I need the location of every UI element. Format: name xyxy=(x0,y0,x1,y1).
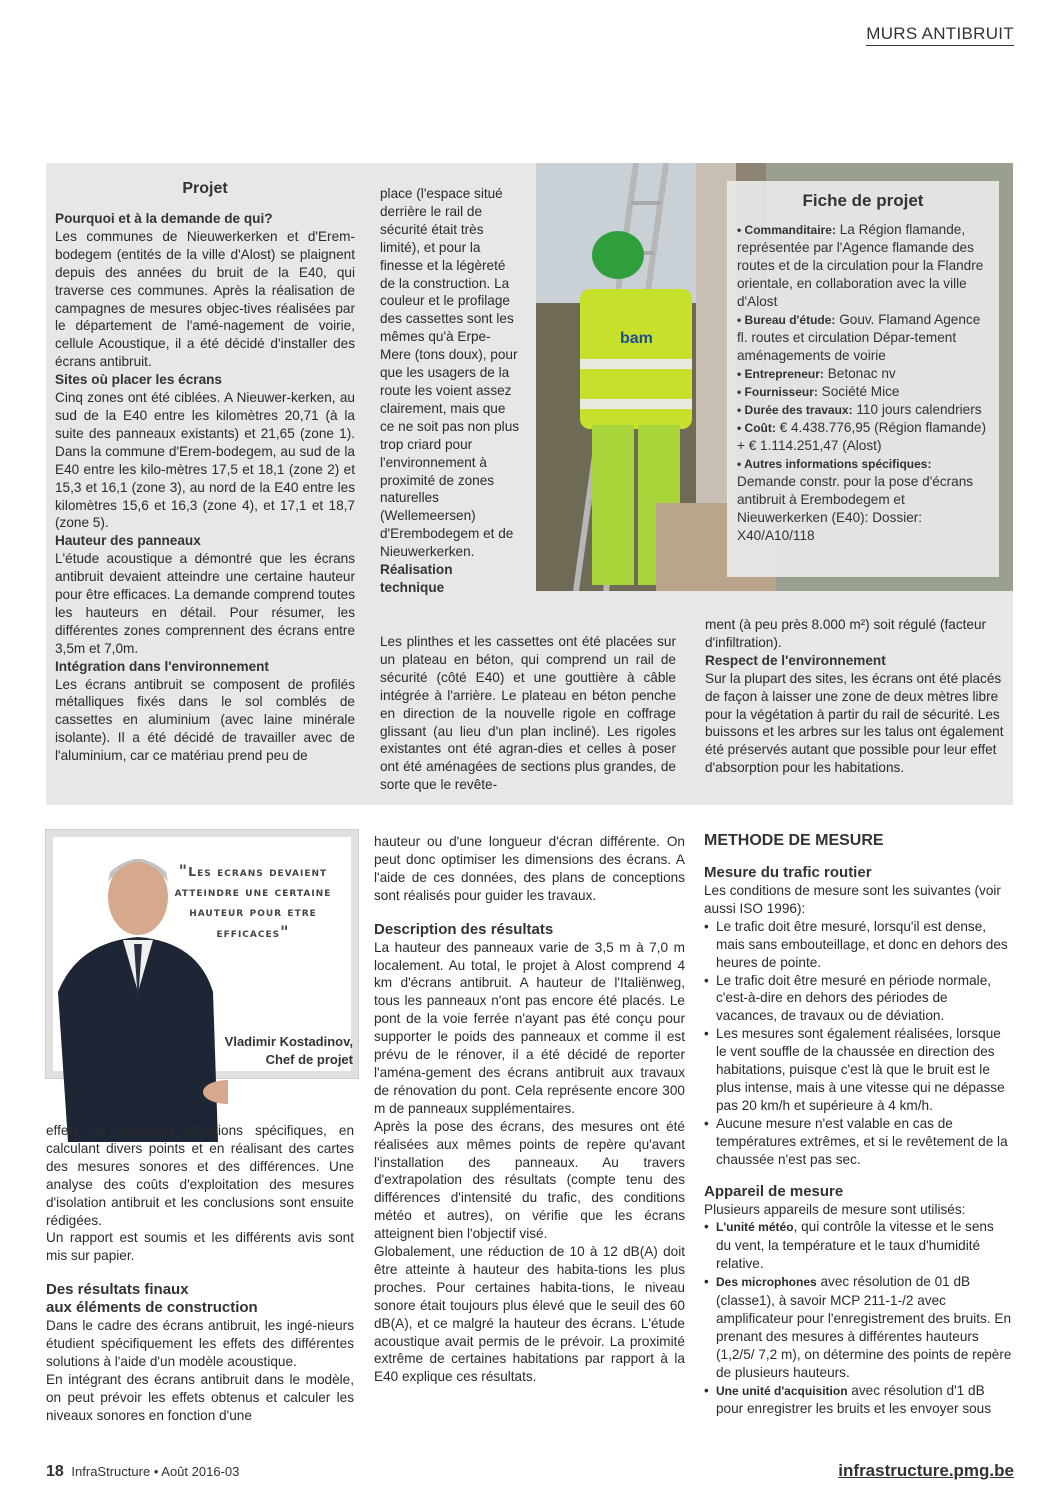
paragraph: La hauteur des panneaux varie de 3,5 m à 7,0 m localement. Au total, le projet à Alost comprend 4 km d'écrans antibruit. A hauteur de l'Italiënweg, tous les panneaux n'ont pas encore été placés. Le pont de la voie ferrée n'ayant pas été conçu pour supporter le poids des panneaux et comme il est prévu de le rénover, il a été décidé de reporter l'aména-gement des écrans antibruit aux travaux de rénovation du pont. Cela représente encore 300 m de panneaux supplémentaires. xyxy=(374,939,685,1116)
lower-column-2 xyxy=(374,833,685,1386)
subheading-pourquoi: Pourquoi et à la demande de qui? xyxy=(55,211,273,226)
fiche-item-label: Fournisseur: xyxy=(744,385,818,399)
fiche-item-text: Betonac nv xyxy=(827,366,896,381)
bullet-text: , qui contrôle la vitesse et le sens du vent, la température et le taux d'humidité relative. xyxy=(716,1219,994,1272)
paragraph: hauteur ou d'une longueur d'écran différente. On peut donc optimiser les dimensions des écrans. A l'aide de ces données, des plans de conceptions sont réalisés pour guider les travaux. xyxy=(374,834,685,903)
subheading-respect: Respect de l'environnement xyxy=(705,652,886,668)
paragraph: effets de certaines situations spécifiques, en calculant divers points et en réalisant des cartes des mesures sonores et des différences. Une analyse des coûts d'exploitation des mesures d'isolation antibruit et les conclusions sont ensuite rédigées. xyxy=(46,1123,354,1228)
bullet-list-appareil xyxy=(704,1218,1012,1418)
bullet-label: Une unité d'acquisition xyxy=(716,1383,848,1398)
subheading-realisation: Réalisation technique xyxy=(380,562,453,595)
paragraph: place (l'espace situé derrière le rail de sécurité était très limité), et pour la finesse et la légèreté de la construction. La couleur et le profilage des cassettes sont les mêmes qu'à Erpe-Mere (tons doux), pour que les usagers de la route les voient assez clairement, mais que ce ne soit pas non plus trop criard pour l'environnement à proximité de zones naturelles (Wellemeersen) d'Erembodegem et de Nieuwerkerken. xyxy=(380,186,520,560)
column-2-bottom xyxy=(380,633,676,794)
fiche-item-text: Demande constr. pour la pose d'écrans antibruit à Erembodegem et Nieuwerkerken (E40): Dossier: X40/A10/118 xyxy=(737,474,974,543)
section-header: MURS ANTIBRUIT xyxy=(866,24,1014,46)
quote-text: "Les ecrans devaient atteindre une certaine hauteur pour etre efficaces" xyxy=(174,861,332,941)
paragraph: Les plinthes et les cassettes ont été placées sur un plateau en béton, qui comprend un rail de sécurité (côté E40) et une gouttière à câble intégrée à l'arrière. Le plateau en béton penche en direction de la nouvelle rigole en coffrage glissant (au lieu d'un plan incliné). Les rigoles existantes ont été agran-dies et celles à poser ont été aménagées de sections plus grandes, de sorte que le revête- xyxy=(380,634,676,793)
paragraph: ment (à peu près 8.000 m²) soit régulé (facteur d'infiltration). xyxy=(705,617,987,650)
paragraph: Dans le cadre des écrans antibruit, les ingé-nieurs étudient spécifiquement les effets des différentes solutions à l'aide d'un modèle acoustique. xyxy=(46,1318,354,1370)
lower-column-3 xyxy=(704,832,1012,1418)
fiche-item: • Autres informations spécifiques: Demande constr. pour la pose d'écrans antibruit à Erembodegem et Nieuwerkerken (E40): Dossier: X40/A10/118 xyxy=(737,457,974,543)
paragraph: En intégrant des écrans antibruit dans le modèle, on peut prévoir les effets obtenus et calculer les niveaux sonores en fonction d'une xyxy=(46,1371,354,1423)
paragraph: Globalement, une réduction de 10 à 12 dB(A) doit être atteinte à hauteur des habita-tions les plus proches. Pour certaines habita-tions, le niveau sonore était toujours plus élevé que le seuil des 60 dB(A), et ce malgré la hauteur des écrans. L'étude acoustique avait permis de le prévoir. La proximité extrême de certaines habitations par rapport à la E40 explique ces résultats. xyxy=(374,1244,685,1385)
fiche-item-label: Durée des travaux: xyxy=(744,403,853,417)
bullet-item xyxy=(704,1382,1012,1419)
page-number: 18 xyxy=(46,1463,64,1480)
fiche-item-text: € 4.438.776,95 (Région flamande) + € 1.114.251,47 (Alost) xyxy=(737,420,986,453)
fiche-item-label: Entrepreneur: xyxy=(744,367,824,381)
bullet-item: • Le trafic doit être mesuré en période normale, c'est-à-dire en dehors des périodes de vacances, de travaux ou de déviation. xyxy=(704,972,1012,1026)
magazine-name: InfraStructure xyxy=(71,1464,151,1479)
lower-column-1 xyxy=(46,1122,354,1425)
svg-text:bam: bam xyxy=(620,330,653,347)
projet-column xyxy=(55,180,355,765)
subheading-mesure-trafic: Mesure du trafic routier xyxy=(704,864,872,881)
fiche-title: Fiche de projet xyxy=(802,191,924,210)
subheading-hauteur: Hauteur des panneaux xyxy=(55,533,201,549)
column-2-top xyxy=(380,185,520,597)
fiche-item: • Commanditaire: La Région flamande, représentée par l'Agence flamande des routes et de la circulation pour la Flandre orientale, en collaboration avec la ville d'Alost xyxy=(737,222,984,309)
author-role: Chef de projet xyxy=(265,1052,353,1067)
bullet-label: L'unité météo xyxy=(716,1220,794,1235)
fiche-item: • Coût: € 4.438.776,95 (Région flamande) + € 1.114.251,47 (Alost) xyxy=(737,420,986,453)
fiche-item-text: 110 jours calendriers xyxy=(856,402,982,417)
paragraph: Les communes de Nieuwerkerken et d'Erem-bodegem (entités de la ville d'Alost) se plaignent depuis des années du bruit de la E40, qui traverse ces communes. Après la réalisation de campagnes de mesures objec-tives réalisées par le département de l'amé-nagement de voirie, cellule Acoustique, il a été décidé d'installer des écrans antibruit. xyxy=(55,228,355,370)
fiche-item-text: Gouv. Flamand Agence fl. routes et circulation Dépar-tement aménagements de voirie xyxy=(737,312,981,363)
paragraph: Les conditions de mesure sont les suivantes (voir aussi ISO 1996): xyxy=(704,883,1001,916)
fiche-item-text: La Région flamande, représentée par l'Agence flamande des routes et de la circulation pour la Flandre orientale, en collaboration avec la ville d'Alost xyxy=(737,222,984,309)
paragraph: Sur la plupart des sites, les écrans ont été placés de façon à laisser une zone de deux mètres libre pour la végétation à partir du rail de sécurité. Les buissons et les arbres sur les talus ont également été préservés autant que possible pour leur effet d'absorption pour les habitations. xyxy=(705,670,1004,776)
bullet-item: • Le trafic doit être mesuré, lorsqu'il est dense, mais sans embouteillage, et donc en dehors des heures de pointe. xyxy=(704,918,1012,972)
issue: Août 2016-03 xyxy=(161,1464,240,1479)
subheading-resultats-finaux: Des résultats finaux aux éléments de construction xyxy=(46,1281,258,1317)
quote-author xyxy=(223,1033,353,1069)
paragraph: Les écrans antibruit se composent de profilés métalliques fixés dans le sol comblés de cassettes en aluminium (avec laine minérale isolante). Il a été décidé de travailler avec de l'aluminium, car ce matériau prend peu de xyxy=(55,676,355,764)
bullet-text: avec résolution d'1 dB pour enregistrer les bruits et les envoyer sous xyxy=(716,1382,992,1417)
subheading-sites: Sites où placer les écrans xyxy=(55,372,222,388)
fiche-item-label: Coût: xyxy=(744,421,776,435)
fiche-item: • Fournisseur: Société Mice xyxy=(737,384,900,399)
fiche-item: • Durée des travaux: 110 jours calendriers xyxy=(737,402,982,417)
column-3 xyxy=(705,616,1005,777)
bullet-label: Des microphones xyxy=(716,1275,817,1290)
subheading-integration: Intégration dans l'environnement xyxy=(55,658,269,674)
separator: • xyxy=(153,1464,159,1479)
paragraph: L'étude acoustique a démontré que les écrans antibruit devaient atteindre une certaine hauteur pour être efficaces. La demande comprend toutes les hauteurs en détail. Pour résumer, les différentes zones comprennent des écrans entre 3,5m et 7,0m. xyxy=(55,551,355,656)
subheading-appareil: Appareil de mesure xyxy=(704,1182,844,1200)
quote-box xyxy=(46,830,358,1078)
fiche-item-text: Société Mice xyxy=(821,384,900,399)
paragraph: Après la pose des écrans, des mesures ont été réalisées aux mêmes points de repère qu'avant l'installation des panneaux. Au travers d'extrapolation des résultats (compte tenu des différences d'intensité du trafic, des conditions météo et autres), on vérifie que les écrans atteignent bien l'objectif visé. xyxy=(374,1118,685,1242)
paragraph: Un rapport est soumis et les différents avis sont mis sur papier. xyxy=(46,1230,354,1264)
fiche-item-label: Commanditaire: xyxy=(744,223,836,237)
fiche-item: • Bureau d'étude: Gouv. Flamand Agence fl. routes et circulation Dépar-tement aménagements de voirie xyxy=(737,312,981,363)
methode-title: METHODE DE MESURE xyxy=(704,832,884,849)
fiche-list xyxy=(737,221,989,545)
projet-title: Projet xyxy=(182,180,228,197)
author-name: Vladimir Kostadinov, xyxy=(224,1034,353,1049)
paragraph: Cinq zones ont été ciblées. A Nieuwer-kerken, au sud de la E40 entre les kilomètres 20,71 (à la suite des panneaux existants) et 21,65 (zone 1). Dans la commune d'Erem-bodegem, au sud de la E40 entre les kilo-mètres 17,5 et 18,1 (zone 2) et 15,3 et 16,1 (zone 3), au nord de la E40 entre les kilomètres 15,6 et 16,3 (zone 4), et 17,1 et 18,7 (zone 5). xyxy=(55,390,355,531)
bullet-item xyxy=(704,1273,1012,1381)
fiche-item-label: Bureau d'étude: xyxy=(744,313,836,327)
bullet-list-trafic xyxy=(704,918,1012,1169)
footer-left xyxy=(46,1463,239,1481)
bullet-item xyxy=(704,1218,1012,1273)
bullet-item: • Aucune mesure n'est valable en cas de températures extrêmes, et si le revêtement de la chaussée n'est pas sec. xyxy=(704,1115,1012,1169)
footer-url[interactable]: infrastructure.pmg.be xyxy=(838,1461,1014,1480)
bullet-item: • Les mesures sont également réalisées, lorsque le vent souffle de la chaussée en direction des habitations, puisque c'est là que le bruit est le plus intense, mais à une vitesse qui ne dépasse pas 20 km/h et supérieure à 4 km/h. xyxy=(704,1025,1012,1115)
fiche-item: • Entrepreneur: Betonac nv xyxy=(737,366,896,381)
subheading-description: Description des résultats xyxy=(374,920,554,938)
bullet-text: avec résolution de 01 dB (classe1), à savoir MCP 211-1-/2 avec amplificateur pour l'enregistrement des bruits. En prenant des mesures à différentes hauteurs (1,2/5/ 7,2 m), on détermine des points de repère de plusieurs hauteurs. xyxy=(716,1274,1012,1380)
fiche-de-projet xyxy=(727,181,999,577)
fiche-item-label: Autres informations spécifiques: xyxy=(744,457,932,471)
paragraph: Plusieurs appareils de mesure sont utilisés: xyxy=(704,1201,966,1217)
